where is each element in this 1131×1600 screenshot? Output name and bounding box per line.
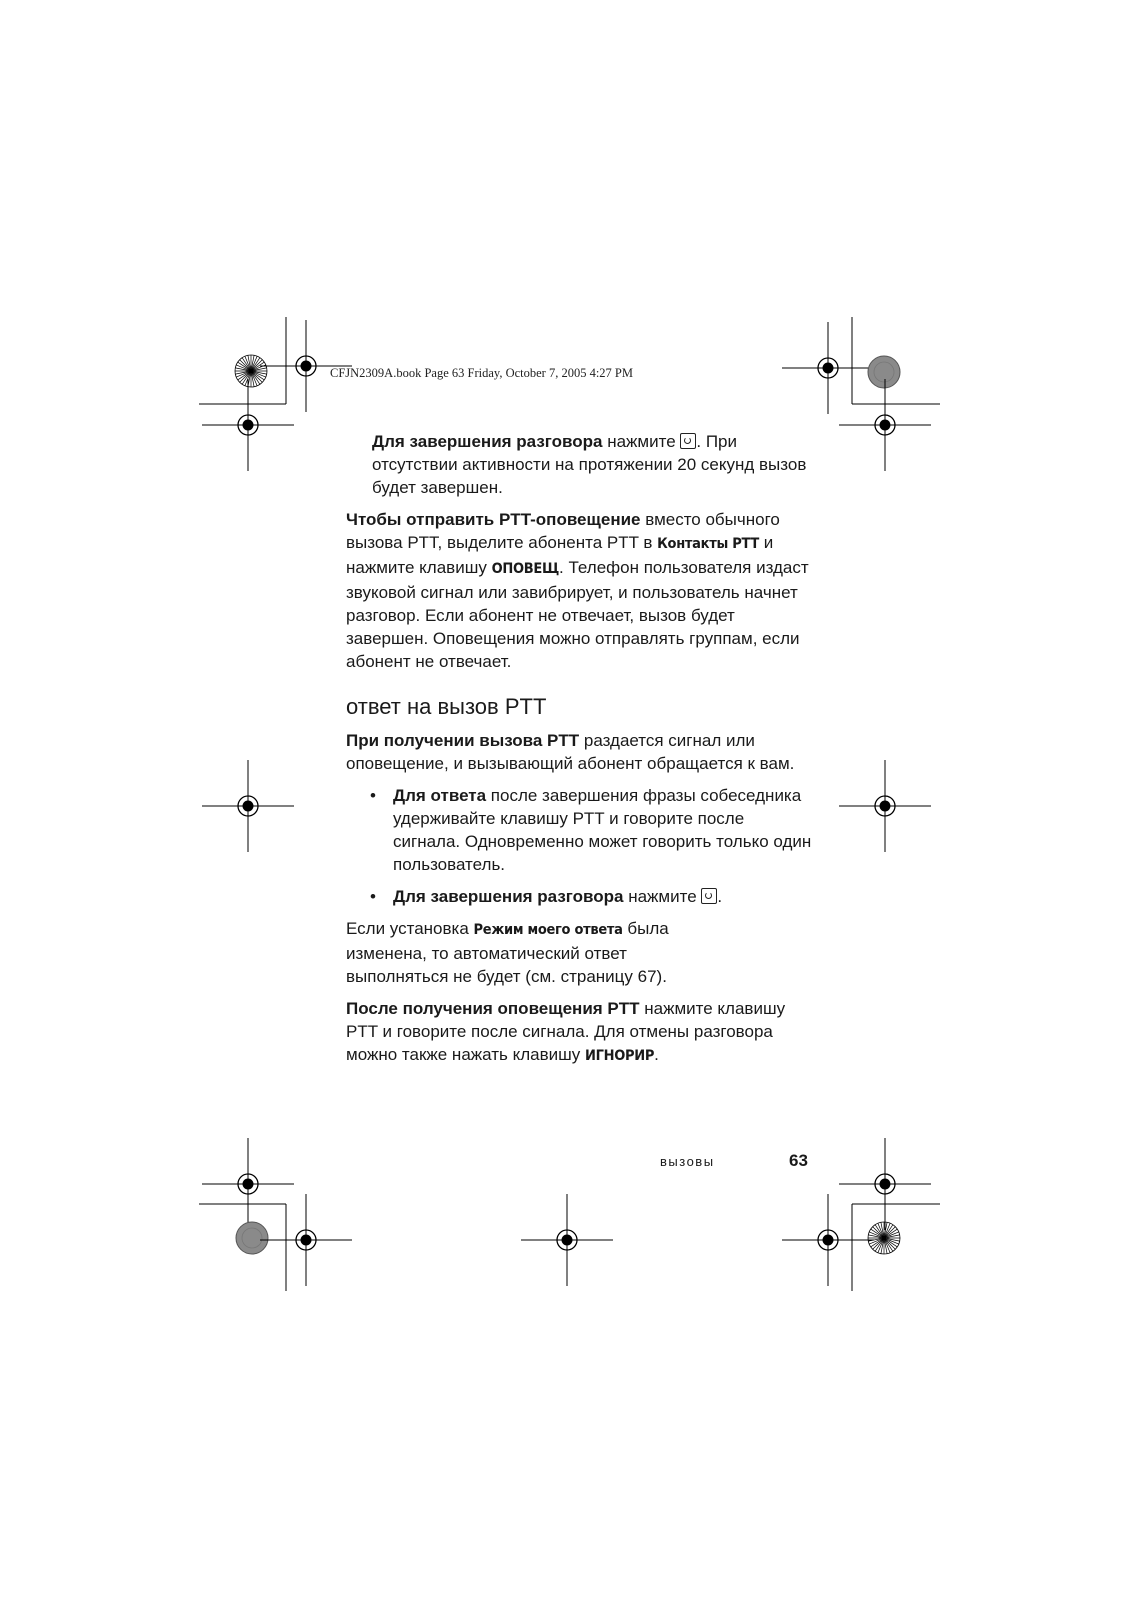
page-number: 63	[789, 1151, 808, 1170]
page-content	[346, 430, 816, 1077]
text: раздается сигнал или оповещение, и вызывающий абонент обращается к вам.	[346, 731, 795, 773]
bold-lead: Чтобы отправить PTT-оповещение	[346, 510, 641, 529]
end-key-icon	[680, 433, 696, 449]
text: .	[717, 887, 723, 906]
text: нажмите	[602, 432, 681, 451]
paragraph-ptt-alert	[346, 508, 816, 673]
softkey-term: ОПОВЕЩ	[491, 561, 560, 577]
text: . Телефон пользователя издаст звуковой сигнал или завибрирует, и пользователь начнет разговор. Если абонент не отвечает, вызов будет завершен. Оповещения можно отправлять группам, если абонент не отвечает.	[346, 558, 809, 671]
paragraph-after-alert	[346, 997, 816, 1068]
bullet-dot: •	[370, 887, 376, 906]
text: была изменена, то автоматический ответ выполняться не будет (см. страницу 67).	[346, 919, 669, 986]
bullet-item	[346, 784, 816, 876]
bullet-item	[346, 885, 816, 908]
bold-lead: Для завершения разговора	[393, 887, 624, 906]
menu-term: Режим моего ответа	[473, 922, 623, 938]
bold-lead: После получения оповещения PTT	[346, 999, 640, 1018]
paragraph-incoming-call	[346, 729, 816, 775]
page-footer	[660, 1151, 810, 1175]
softkey-term: ИГНОРИР	[584, 1048, 655, 1064]
text: и нажмите клавишу	[346, 533, 774, 577]
text: . При отсутствии активности на протяжении 20 секунд вызов будет завершен.	[372, 432, 807, 497]
section-title: ответ на вызов PTT	[346, 694, 547, 719]
print-header: CFJN2309A.book Page 63 Friday, October 7, 2005 4:27 PM	[330, 366, 634, 380]
menu-term: Контакты PTT	[657, 536, 760, 552]
text: нажмите	[623, 887, 702, 906]
text: нажмите клавишу PTT и говорите после сигнала. Для отмены разговора можно также нажать клавишу	[346, 999, 786, 1064]
paragraph-auto-answer	[346, 917, 726, 988]
text: вместо обычного вызова PTT, выделите абонента PTT в	[346, 510, 780, 552]
text: Если установка	[346, 919, 474, 938]
text: .	[654, 1045, 659, 1064]
bold-lead: Для завершения разговора	[372, 432, 603, 451]
text: после завершения фразы собеседника удерживайте клавишу PTT и говорите после сигнала. Одновременно может говорить только один пользователь.	[393, 786, 812, 874]
end-key-icon	[701, 888, 717, 904]
footer-chapter-label: вызовы	[660, 1154, 715, 1169]
bullet-dot: •	[370, 786, 376, 805]
bold-lead: Для ответа	[393, 786, 487, 805]
paragraph-end-call	[372, 430, 816, 499]
bold-lead: При получении вызова PTT	[346, 731, 580, 750]
